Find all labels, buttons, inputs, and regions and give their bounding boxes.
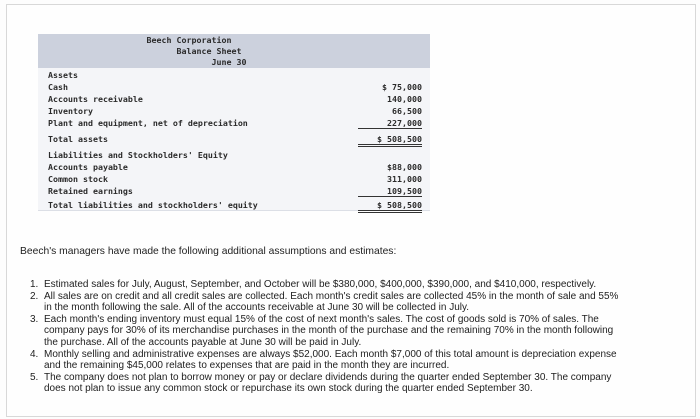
- list-number: 2.: [30, 290, 39, 302]
- row-value: $ 508,500: [358, 200, 422, 213]
- list-item: [30, 291, 670, 314]
- assets-heading-row: [48, 70, 430, 82]
- table-row: [48, 150, 430, 162]
- table-row: [48, 162, 430, 174]
- row-value: 227,000: [358, 118, 422, 129]
- list-line: Estimated sales for July, August, September, and October will be $380,000, $400,000, $390,000, and $410,000, respectively.: [44, 279, 597, 290]
- list-number: 4.: [30, 348, 39, 360]
- row-label: Total assets: [48, 134, 108, 144]
- list-line: The company does not plan to borrow money or pay or declare dividends during the quarter ended September 30. The company: [44, 371, 612, 383]
- company-name: Beech Corporation: [146, 35, 232, 45]
- table-row: [48, 82, 430, 94]
- row-value: 66,500: [392, 106, 422, 116]
- table-row: [48, 174, 430, 186]
- list-line: company pays for 30% of its merchandise purchases in the month of the purchase and the remaining 70% in the month following: [44, 325, 614, 337]
- statement-date: June 30: [211, 57, 247, 67]
- table-row: [48, 106, 430, 118]
- row-value: $ 75,000: [382, 82, 422, 92]
- balance-sheet-header: [38, 34, 430, 68]
- list-number: 1.: [30, 279, 39, 290]
- intro-text: Beech's managers have made the following additional assumptions and estimates:: [20, 246, 397, 257]
- row-label: Accounts receivable: [48, 94, 143, 104]
- row-value: 311,000: [387, 174, 422, 184]
- list-item: [30, 314, 670, 349]
- assumptions-list: [30, 279, 670, 395]
- row-value: 109,500: [358, 186, 422, 197]
- list-line: does not plan to issue any common stock or repurchase its own stock during the quarter ended September 30.: [44, 383, 533, 395]
- table-row: [48, 186, 430, 198]
- table-row: [48, 200, 430, 212]
- list-line: Each month's ending inventory must equal 15% of the cost of next month's sales. The cost of goods sold is 70% of sales. The: [44, 313, 599, 325]
- statement-title: Balance Sheet: [176, 46, 242, 56]
- table-row: [48, 118, 430, 130]
- row-value: 140,000: [387, 94, 422, 104]
- assets-heading: Assets: [48, 70, 78, 80]
- list-number: 3.: [30, 313, 39, 325]
- row-label: Plant and equipment, net of depreciation: [48, 118, 248, 128]
- list-line: and the remaining $45,000 relates to expenses that are paid in the month they are incurred.: [44, 360, 450, 372]
- balance-sheet: [38, 34, 430, 211]
- row-value: $ 508,500: [358, 134, 422, 147]
- row-label: Accounts payable: [48, 162, 128, 172]
- table-row: [48, 134, 430, 146]
- list-item: [30, 349, 670, 372]
- list-item: [30, 372, 670, 395]
- row-label: Total liabilities and stockholders' equity: [48, 200, 258, 210]
- liabilities-heading: Liabilities and Stockholders' Equity: [48, 150, 228, 160]
- row-value: $88,000: [387, 162, 422, 172]
- row-label: Cash: [48, 82, 68, 92]
- balance-sheet-body: [38, 68, 430, 211]
- table-row: [48, 94, 430, 106]
- list-line: Monthly selling and administrative expenses are always $52,000. Each month $7,000 of this total amount is depreciation expense: [44, 348, 617, 360]
- row-label: Inventory: [48, 106, 93, 116]
- list-item: [30, 279, 670, 291]
- list-line: All sales are on credit and all credit sales are collected. Each month's credit sales are collected 45% in the month of sale and 55%: [44, 290, 619, 302]
- row-label: Common stock: [48, 174, 108, 184]
- list-line: the purchase. All of the accounts payable at June 30 will be paid in July.: [44, 336, 362, 348]
- list-line: in the month following the sale. All of the accounts receivable at June 30 will be collected in July.: [44, 302, 470, 314]
- list-number: 5.: [30, 371, 39, 383]
- row-label: Retained earnings: [48, 186, 133, 196]
